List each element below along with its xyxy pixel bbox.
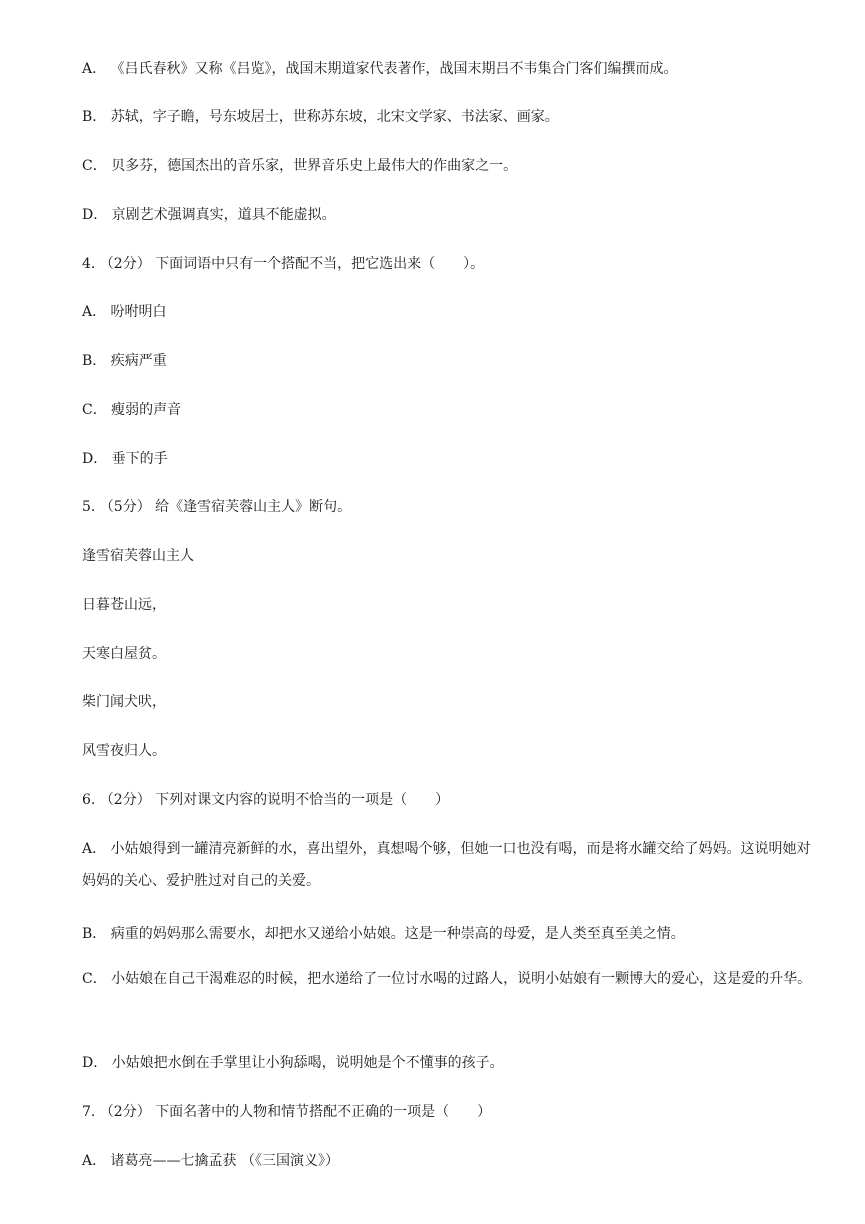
q4-stem: 4. （2分） 下面词语中只有一个搭配不当，把它选出来（ ）。 (82, 256, 485, 272)
q6-option-a: A． 小姑娘得到一罐清亮新鲜的水，喜出望外，真想喝个够，但她一口也没有喝，而是将水罐交给了妈妈。这说明她对妈妈的关心、爱护胜过对自己的关爱。 (82, 841, 811, 889)
q7-option-a: A． 诸葛亮——七擒孟获 （《三国演义》） (82, 1153, 340, 1169)
q3-option-c: C． 贝多芬，德国杰出的音乐家，世界音乐史上最伟大的作曲家之一。 (82, 158, 518, 174)
q5-stem: 5. （5分） 给《逢雪宿芙蓉山主人》断句。 (82, 499, 352, 515)
q3-option-d: D． 京剧艺术强调真实，道具不能虚拟。 (82, 207, 336, 223)
q4-option-c: C． 瘦弱的声音 (82, 402, 182, 418)
q6-stem: 6. （2分） 下列对课文内容的说明不恰当的一项是（ ） (82, 792, 450, 808)
q3-option-b: B． 苏轼，字子瞻，号东坡居士，世称苏东坡，北宋文学家、书法家、画家。 (82, 109, 559, 125)
q6-option-b: B． 病重的妈妈那么需要水，却把水又递给小姑娘。这是一种崇高的母爱，是人类至真至美之情。 (82, 926, 685, 942)
q6-option-d: D． 小姑娘把水倒在手掌里让小狗舔喝，说明她是个不懂事的孩子。 (82, 1055, 504, 1071)
q5-poem-line-2: 天寒白屋贫。 (82, 646, 166, 662)
q7-stem: 7. （2分） 下面名著中的人物和情节搭配不正确的一项是（ ） (82, 1104, 492, 1120)
q5-poem-line-1: 日暮苍山远， (82, 597, 166, 613)
q5-poem-line-3: 柴门闻犬吠， (82, 694, 166, 710)
q3-option-a: A． 《吕氏春秋》又称《吕览》，战国末期道家代表著作，战国末期吕不韦集合门客们编撰而成。 (82, 61, 678, 77)
q4-option-d: D． 垂下的手 (82, 451, 168, 467)
q4-option-a: A． 吩咐明白 (82, 304, 167, 320)
q4-option-b: B． 疾病严重 (82, 353, 167, 369)
q5-poem-title: 逢雪宿芙蓉山主人 (82, 548, 194, 564)
q6-option-c: C． 小姑娘在自己干渴难忍的时候，把水递给了一位讨水喝的过路人，说明小姑娘有一颗博大的爱心，这是爱的升华。 (82, 971, 812, 987)
q5-poem-line-4: 风雪夜归人。 (82, 743, 166, 759)
